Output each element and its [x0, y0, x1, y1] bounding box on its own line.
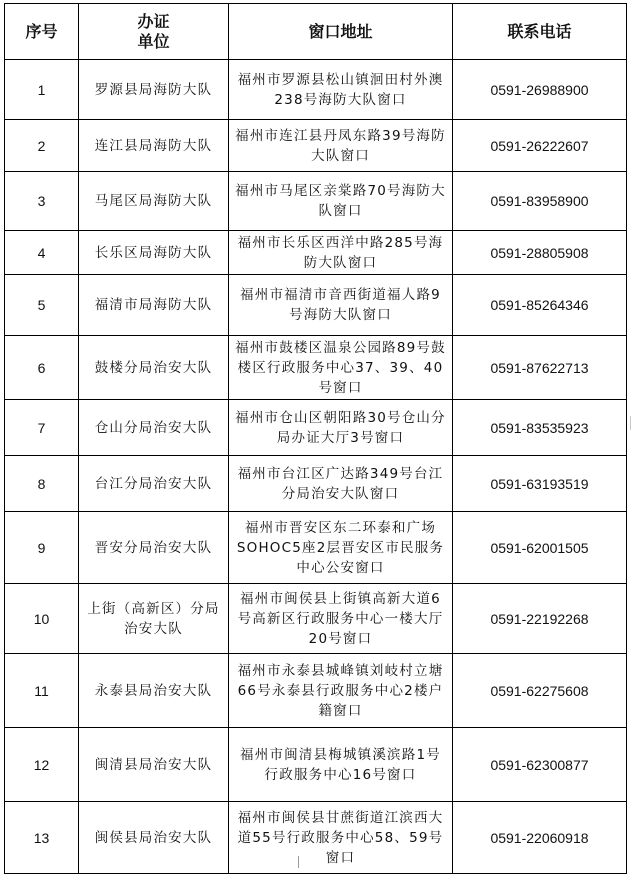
row-index: 4 [5, 231, 79, 275]
row-phone: 0591-83535923 [453, 400, 627, 456]
row-address: 福州市福清市音西街道福人路9号海防大队窗口 [229, 275, 453, 336]
row-phone: 0591-62001505 [453, 512, 627, 584]
header-index: 序号 [5, 4, 79, 60]
row-index: 7 [5, 400, 79, 456]
table-row [5, 172, 627, 231]
row-index: 5 [5, 275, 79, 336]
row-phone: 0591-62275608 [453, 654, 627, 728]
row-phone: 0591-26988900 [453, 60, 627, 120]
row-index: 8 [5, 456, 79, 512]
row-address: 福州市仓山区朝阳路30号仓山分局办证大厅3号窗口 [229, 400, 453, 456]
row-phone: 0591-87622713 [453, 336, 627, 400]
row-index: 3 [5, 172, 79, 231]
row-address: 福州市罗源县松山镇洄田村外澳238号海防大队窗口 [229, 60, 453, 120]
row-address: 福州市台江区广达路349号台江分局治安大队窗口 [229, 456, 453, 512]
row-unit: 晋安分局治安大队 [79, 512, 229, 584]
header-unit-line2: 单位 [137, 31, 170, 51]
table-row [5, 512, 627, 584]
row-unit: 马尾区局海防大队 [79, 172, 229, 231]
table-row [5, 120, 627, 172]
table-row [5, 400, 627, 456]
row-address: 福州市永泰县城峰镇刘岐村立塘66号永泰县行政服务中心2楼户籍窗口 [229, 654, 453, 728]
row-phone: 0591-26222607 [453, 120, 627, 172]
row-index: 12 [5, 728, 79, 802]
row-index: 1 [5, 60, 79, 120]
header-address: 窗口地址 [229, 4, 453, 60]
row-phone: 0591-62300877 [453, 728, 627, 802]
row-unit: 福清市局海防大队 [79, 275, 229, 336]
row-unit: 闽侯县局治安大队 [79, 802, 229, 874]
row-unit: 上街（高新区）分局治安大队 [79, 584, 229, 654]
row-index: 13 [5, 802, 79, 874]
header-row [5, 4, 627, 60]
row-phone: 0591-28805908 [453, 231, 627, 275]
header-unit [79, 4, 229, 60]
table-row [5, 456, 627, 512]
row-unit: 鼓楼分局治安大队 [79, 336, 229, 400]
row-unit: 罗源县局海防大队 [79, 60, 229, 120]
table-row [5, 231, 627, 275]
row-phone: 0591-83958900 [453, 172, 627, 231]
row-address: 福州市闽清县梅城镇溪滨路1号行政服务中心16号窗口 [229, 728, 453, 802]
row-phone: 0591-22060918 [453, 802, 627, 874]
row-unit: 连江县局海防大队 [79, 120, 229, 172]
row-unit: 永泰县局治安大队 [79, 654, 229, 728]
row-index: 2 [5, 120, 79, 172]
page-corner-mark [298, 856, 299, 868]
row-address: 福州市马尾区亲棠路70号海防大队窗口 [229, 172, 453, 231]
row-address: 福州市连江县丹凤东路39号海防大队窗口 [229, 120, 453, 172]
table-row [5, 584, 627, 654]
row-address: 福州市闽侯县上街镇高新大道6号高新区行政服务中心一楼大厅20号窗口 [229, 584, 453, 654]
row-index: 6 [5, 336, 79, 400]
row-unit: 仓山分局治安大队 [79, 400, 229, 456]
row-index: 10 [5, 584, 79, 654]
row-address: 福州市长乐区西洋中路285号海防大队窗口 [229, 231, 453, 275]
row-address: 福州市晋安区东二环泰和广场SOHOC5座2层晋安区市民服务中心公安窗口 [229, 512, 453, 584]
row-phone: 0591-22192268 [453, 584, 627, 654]
row-address: 福州市鼓楼区温泉公园路89号鼓楼区行政服务中心37、39、40号窗口 [229, 336, 453, 400]
table-row [5, 60, 627, 120]
header-unit-line1: 办证 [137, 11, 170, 31]
row-index: 11 [5, 654, 79, 728]
table-row [5, 275, 627, 336]
row-unit: 长乐区局海防大队 [79, 231, 229, 275]
row-phone: 0591-85264346 [453, 275, 627, 336]
header-phone: 联系电话 [453, 4, 627, 60]
row-unit: 闽清县局治安大队 [79, 728, 229, 802]
table-row [5, 802, 627, 874]
contact-table [4, 3, 627, 874]
row-index: 9 [5, 512, 79, 584]
row-unit: 台江分局治安大队 [79, 456, 229, 512]
table-row [5, 728, 627, 802]
table-row [5, 654, 627, 728]
table-row [5, 336, 627, 400]
row-phone: 0591-63193519 [453, 456, 627, 512]
row-address: 福州市闽侯县甘蔗街道江滨西大道55号行政服务中心58、59号窗口 [229, 802, 453, 874]
